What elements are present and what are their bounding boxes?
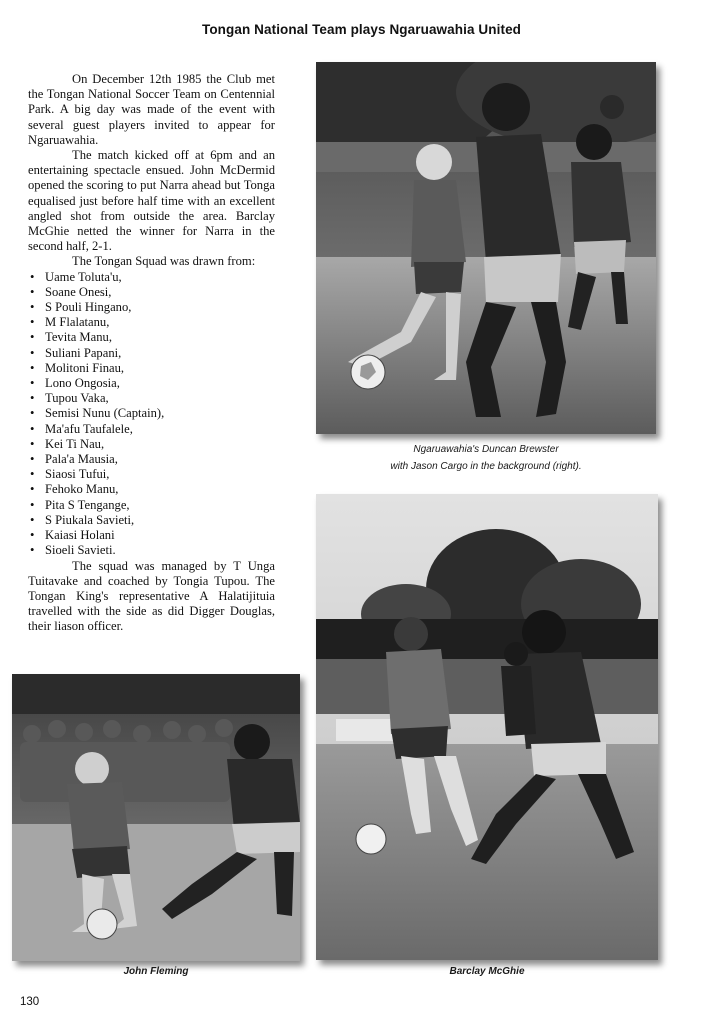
- article-body: [28, 72, 275, 635]
- list-item: • Pita S Tengange,: [28, 498, 275, 513]
- list-item: • Semisi Nunu (Captain),: [28, 406, 275, 421]
- list-item: • Lono Ongosia,: [28, 376, 275, 391]
- article-paragraph: The match kicked off at 6pm and an entertaining spectacle ensued. John McDermid opened the scoring to put Narra ahead but Tonga equalised just before half time with an excellent angled shot from outside the area. Barclay McGhie netted the winner for Narra in the second half, 2-1.: [28, 148, 275, 254]
- photo-image: [316, 62, 656, 434]
- photo-image: [316, 494, 658, 960]
- list-item: • S Piukala Savieti,: [28, 513, 275, 528]
- list-item: • Fehoko Manu,: [28, 482, 275, 497]
- photo-image: [12, 674, 300, 961]
- squad-intro: The Tongan Squad was drawn from:: [72, 254, 256, 269]
- list-item: • Tupou Vaka,: [28, 391, 275, 406]
- list-item: • Tevita Manu,: [28, 330, 275, 345]
- article-paragraph: On December 12th 1985 the Club met the Tongan National Soccer Team on Centennial Park. A big day was made of the event with several guest players invited to appear for Ngaruawahia.: [28, 72, 275, 147]
- caption-line: Ngaruawahia's Duncan Brewster: [413, 444, 559, 455]
- caption-line: with Jason Cargo in the background (right).: [390, 461, 582, 472]
- photo-caption: Barclay McGhie: [449, 966, 525, 977]
- photo-caption: John Fleming: [123, 966, 189, 977]
- list-item: • Pala'a Mausia,: [28, 452, 275, 467]
- list-item: • Molitoni Finau,: [28, 361, 275, 376]
- photo-caption: [316, 441, 656, 475]
- page-title: Tongan National Team plays Ngaruawahia United: [201, 22, 522, 37]
- page-number: 130: [20, 996, 40, 1008]
- list-item: • Uame Toluta'u,: [28, 270, 275, 285]
- list-item: • Siaosi Tufui,: [28, 467, 275, 482]
- photo-duncan-brewster: [316, 62, 656, 434]
- list-item: • Kaiasi Holani: [28, 528, 275, 543]
- squad-list: [28, 270, 275, 559]
- list-item: • S Pouli Hingano,: [28, 300, 275, 315]
- list-item: • Ma'afu Taufalele,: [28, 422, 275, 437]
- photo-barclay-mcghie: [316, 494, 658, 960]
- list-item: • M Flalatanu,: [28, 315, 275, 330]
- list-item: • Soane Onesi,: [28, 285, 275, 300]
- list-item: • Kei Ti Nau,: [28, 437, 275, 452]
- list-item: • Sioeli Savieti.: [28, 543, 275, 558]
- photo-john-fleming: [12, 674, 300, 961]
- article-paragraph: The squad was managed by T Unga Tuitavake and coached by Tongia Tupou. The Tongan King's representative A Halatijituia travelled with the side as did Digger Douglas, their liason officer.: [28, 558, 275, 634]
- list-item: • Suliani Papani,: [28, 346, 275, 361]
